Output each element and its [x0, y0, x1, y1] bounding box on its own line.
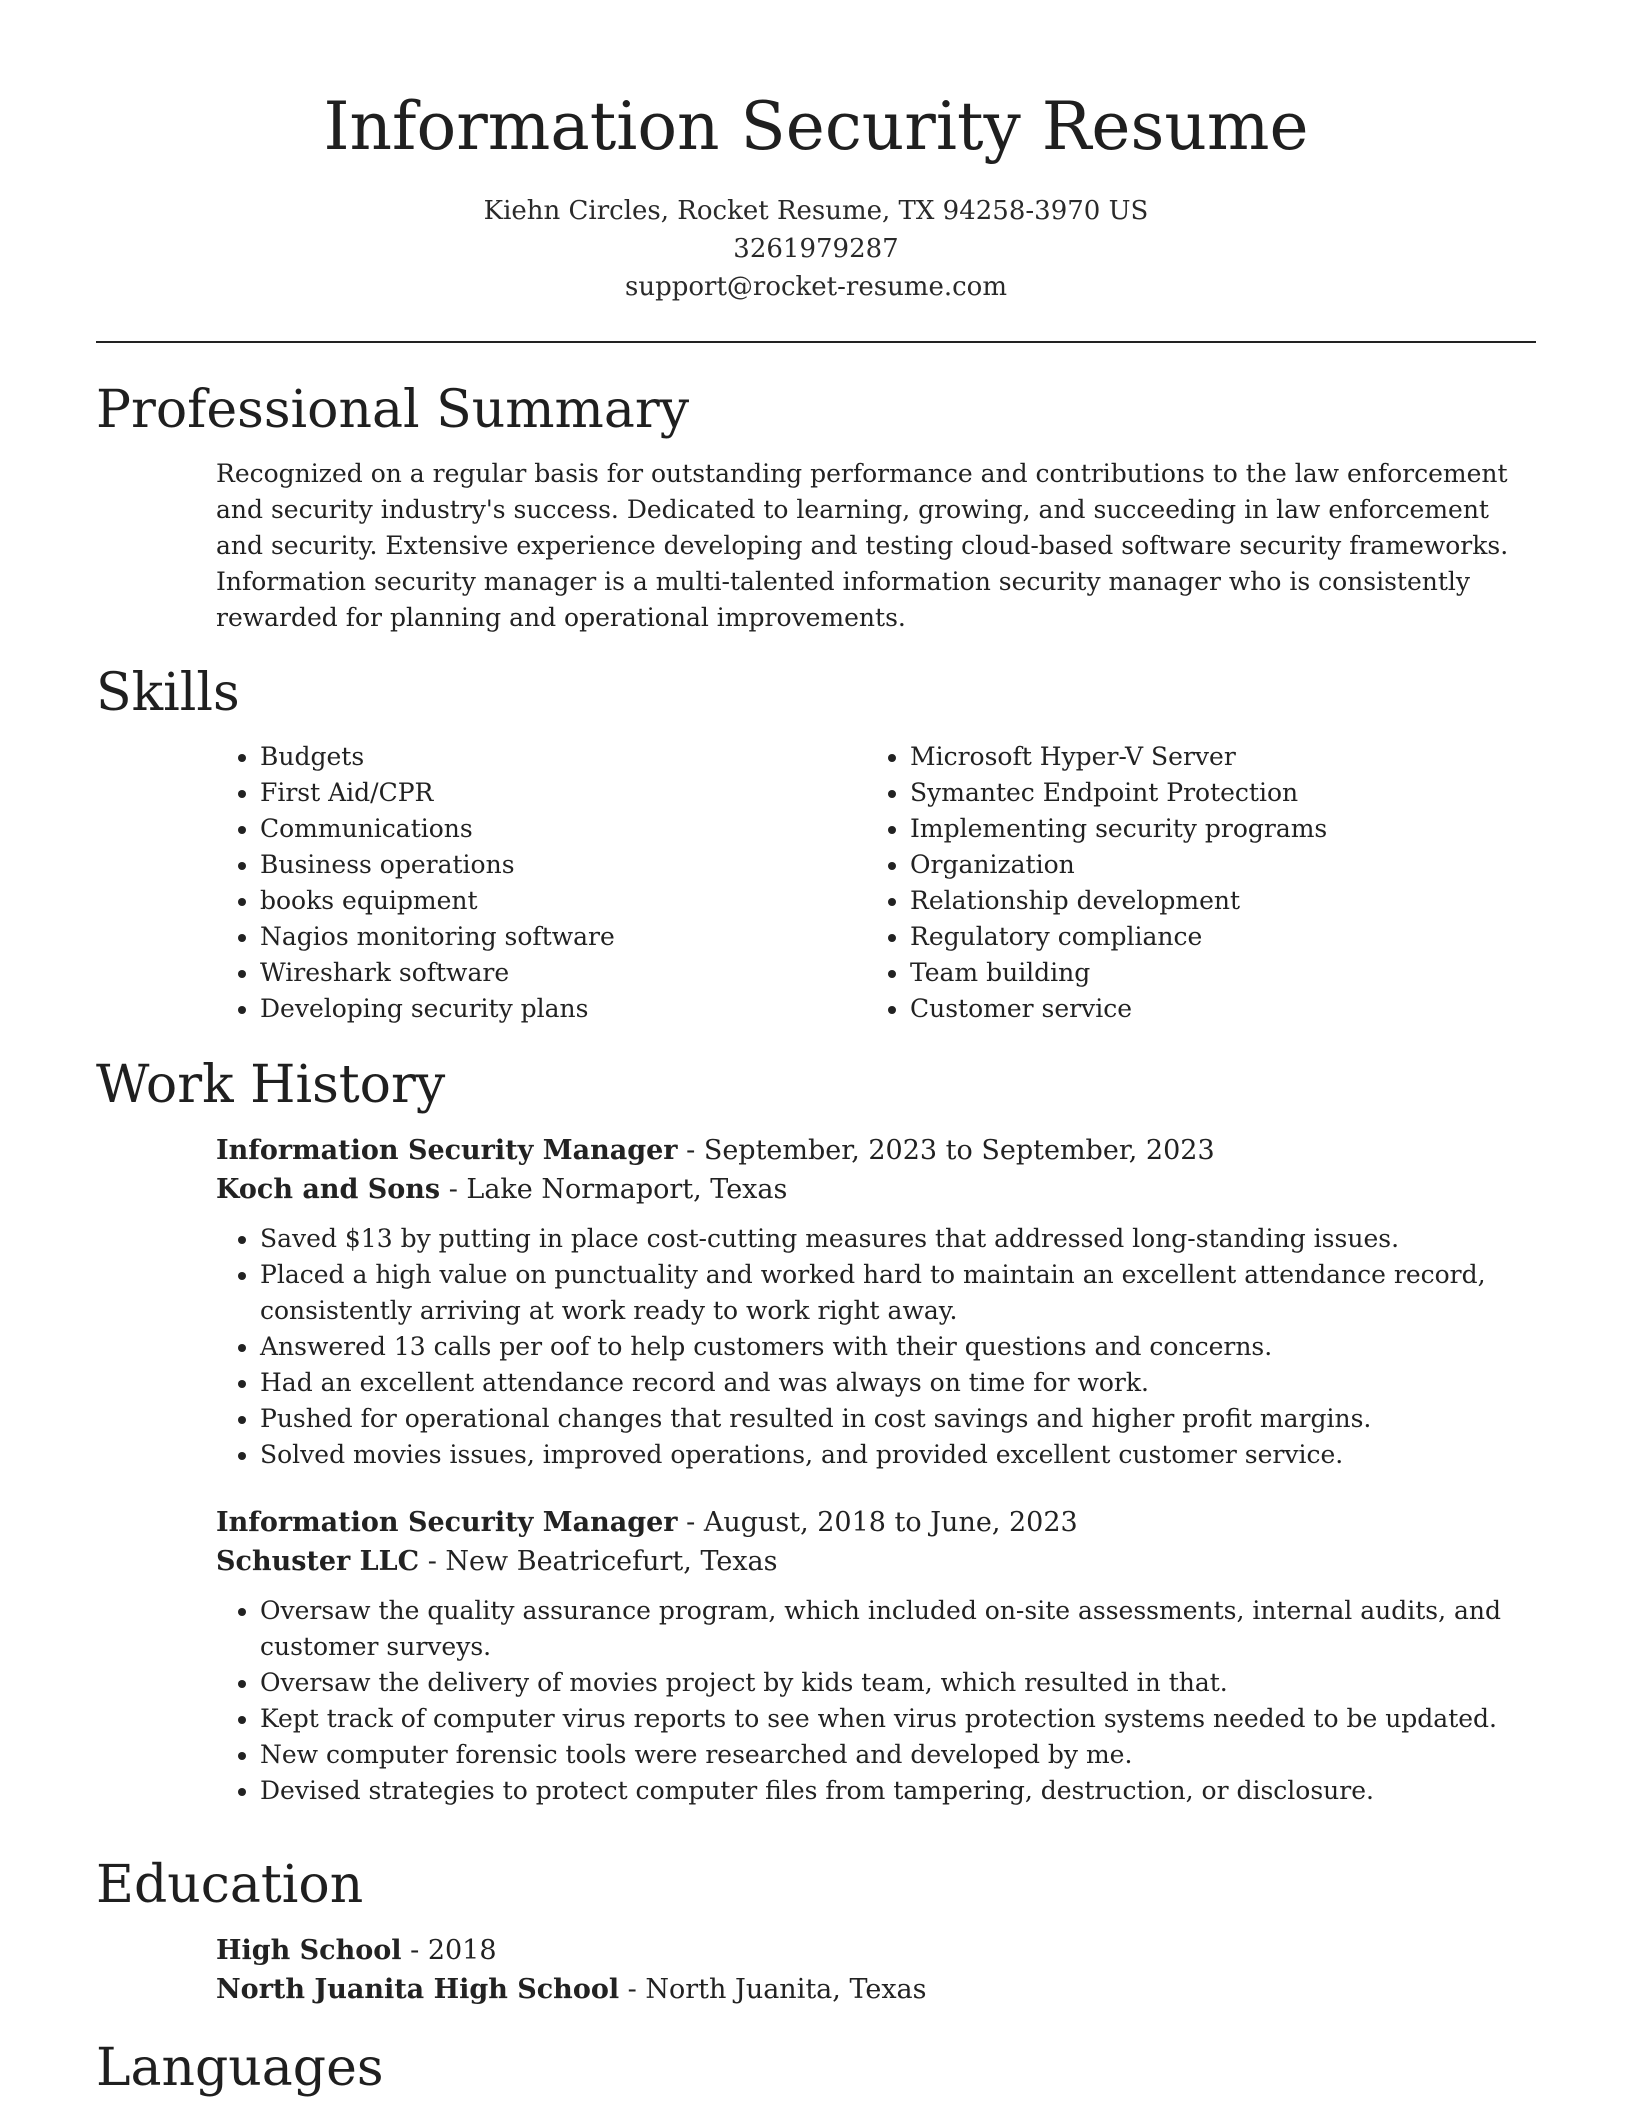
contact-email: support@rocket-resume.com [624, 272, 1007, 302]
education-entry [216, 1931, 1536, 2009]
job-company: Schuster LLC [216, 1546, 420, 1577]
education-section [96, 1853, 1536, 2009]
job-bullet: • Devised strategies to protect computer files from tampering, destruction, or disclosure. [260, 1773, 1536, 1809]
education-heading: Education [96, 1855, 364, 1915]
summary-text: Recognized on a regular basis for outstanding performance and contributions to the law enforcement and security industry's success. Dedicated to learning, growing, and succeeding in law enforcement and security. Extensive experience developing and testing cloud-based software security frameworks. Information security manager is a multi-talented information security manager who is consistently rewarded for planning and operational improvements. [216, 459, 1509, 632]
skill-item: • Communications [260, 811, 866, 847]
summary-section [96, 378, 1536, 636]
work-history-section [96, 1053, 1536, 1809]
skill-item: • Microsoft Hyper-V Server [910, 739, 1516, 775]
languages-section [96, 2036, 1536, 2100]
job-company: Koch and Sons [216, 1174, 441, 1205]
contact-block [0, 192, 1632, 306]
education-degree: High School [216, 1935, 402, 1966]
skill-item: • Business operations [260, 847, 866, 883]
job-role: Information Security Manager [216, 1135, 678, 1166]
job-bullet: • Kept track of computer virus reports to see when virus protection systems needed to be updated. [260, 1701, 1536, 1737]
job-bullet: • Had an excellent attendance record and was always on time for work. [260, 1365, 1536, 1401]
job-bullet: • Oversaw the quality assurance program, which included on-site assessments, internal audits, and customer surveys. [260, 1593, 1536, 1665]
job-bullet: • Pushed for operational changes that resulted in cost savings and higher profit margins. [260, 1401, 1536, 1437]
header-divider [96, 341, 1536, 343]
summary-heading: Professional Summary [96, 380, 690, 440]
job-bullet: • Placed a high value on punctuality and worked hard to maintain an excellent attendance record, consistently arriving at work ready to work right away. [260, 1257, 1536, 1329]
skill-item: • Relationship development [910, 883, 1516, 919]
job-company-line [216, 1542, 1536, 1581]
job-company-line [216, 1170, 1536, 1209]
job-entry [216, 1503, 1536, 1809]
contact-phone: 3261979287 [733, 234, 899, 264]
job-bullets [96, 1593, 1536, 1809]
skills-section [96, 661, 1536, 1027]
skill-item: • Organization [910, 847, 1516, 883]
job-title-line [216, 1131, 1536, 1170]
skills-column-right [866, 739, 1516, 1027]
skill-item: • Nagios monitoring software [260, 919, 866, 955]
skill-item: • Customer service [910, 991, 1516, 1027]
contact-address: Kiehn Circles, Rocket Resume, TX 94258-3970 US [483, 196, 1149, 226]
job-bullet: • Solved movies issues, improved operations, and provided excellent customer service. [260, 1437, 1536, 1473]
skill-item: • Symantec Endpoint Protection [910, 775, 1516, 811]
job-location: - New Beatricefurt, Texas [419, 1546, 778, 1577]
job-role: Information Security Manager [216, 1507, 678, 1538]
skill-item: • Implementing security programs [910, 811, 1516, 847]
job-dates: - September, 2023 to September, 2023 [677, 1135, 1215, 1166]
job-entry [216, 1131, 1536, 1473]
skill-item: • Regulatory compliance [910, 919, 1516, 955]
skills-heading: Skills [96, 663, 240, 723]
job-bullet: • Answered 13 calls per oof to help customers with their questions and concerns. [260, 1329, 1536, 1365]
skill-item: • Developing security plans [260, 991, 866, 1027]
work-history-heading: Work History [96, 1055, 446, 1115]
job-bullet: • Oversaw the delivery of movies project by kids team, which resulted in that. [260, 1665, 1536, 1701]
job-title-line [216, 1503, 1536, 1542]
education-degree-line [216, 1931, 1536, 1970]
languages-heading: Languages [96, 2038, 384, 2098]
job-dates: - August, 2018 to June, 2023 [677, 1507, 1078, 1538]
education-location: - North Juanita, Texas [619, 1974, 927, 2005]
skill-item: • Budgets [260, 739, 866, 775]
skill-item: • Wireshark software [260, 955, 866, 991]
resume-title: Information Security Resume [323, 88, 1309, 165]
education-year: - 2018 [401, 1935, 497, 1966]
skill-item: • books equipment [260, 883, 866, 919]
job-bullets [96, 1221, 1536, 1473]
education-school: North Juanita High School [216, 1974, 620, 2005]
skill-item: • Team building [910, 955, 1516, 991]
job-bullet: • Saved $13 by putting in place cost-cutting measures that addressed long-standing issues. [260, 1221, 1536, 1257]
education-school-line [216, 1970, 1536, 2009]
job-location: - Lake Normaport, Texas [440, 1174, 788, 1205]
resume-header [0, 0, 1632, 306]
job-bullet: • New computer forensic tools were researched and developed by me. [260, 1737, 1536, 1773]
skill-item: • First Aid/CPR [260, 775, 866, 811]
skills-list [216, 739, 1536, 1027]
skills-column-left [216, 739, 866, 1027]
